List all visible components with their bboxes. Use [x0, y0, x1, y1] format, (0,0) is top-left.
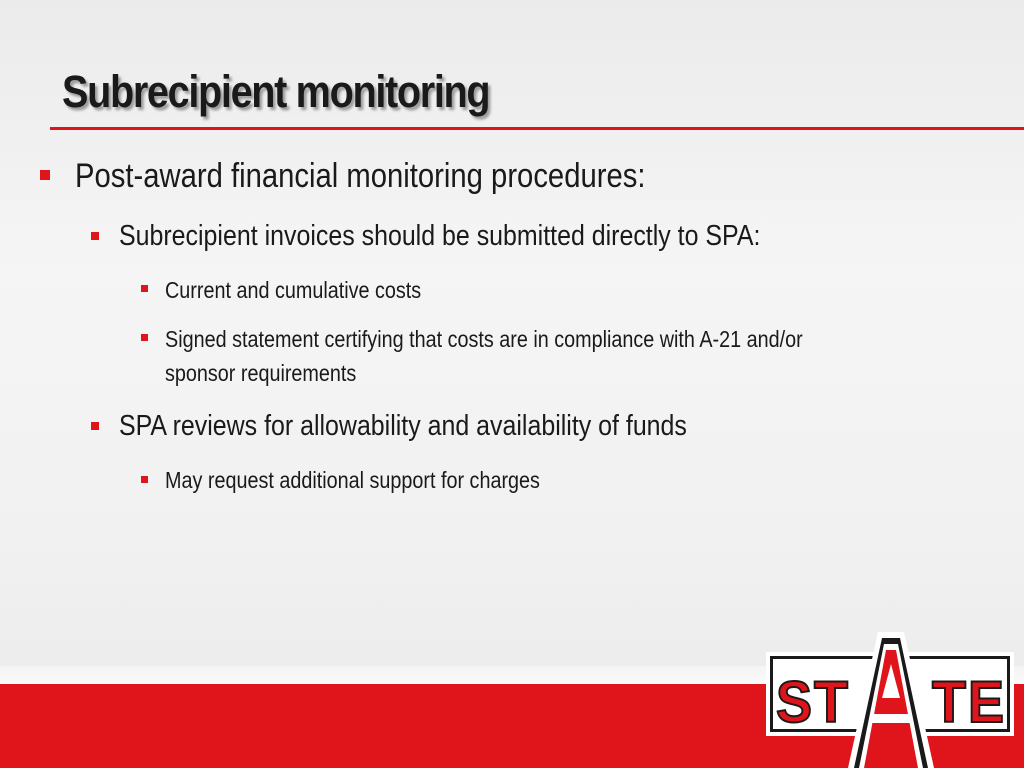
bullet-square-icon: [40, 170, 50, 180]
bullet-square-icon: [91, 232, 99, 240]
bullet-item-continuation: sponsor requirements: [165, 360, 357, 386]
bullet-item: SPA reviews for allowability and availability of funds: [119, 410, 687, 442]
svg-text:S: S: [776, 670, 812, 735]
bullet-square-icon: [141, 476, 148, 483]
bullet-item: May request additional support for charges: [165, 467, 540, 493]
slide-title: Subrecipient monitoring: [62, 66, 490, 117]
bullet-item: Signed statement certifying that costs are in compliance with A-21 and/or: [165, 326, 803, 352]
bullet-item: Current and cumulative costs: [165, 277, 422, 303]
bullet-item: Subrecipient invoices should be submitted directly to SPA:: [119, 220, 761, 252]
bullet-square-icon: [91, 422, 99, 430]
arkansas-state-a-logo: [766, 628, 1014, 768]
svg-text:E: E: [968, 670, 1004, 735]
bullet-square-icon: [141, 285, 148, 292]
svg-text:T: T: [932, 670, 966, 735]
svg-text:T: T: [814, 670, 848, 735]
bullet-square-icon: [141, 334, 148, 341]
bullet-item: Post-award financial monitoring procedures:: [75, 157, 646, 195]
